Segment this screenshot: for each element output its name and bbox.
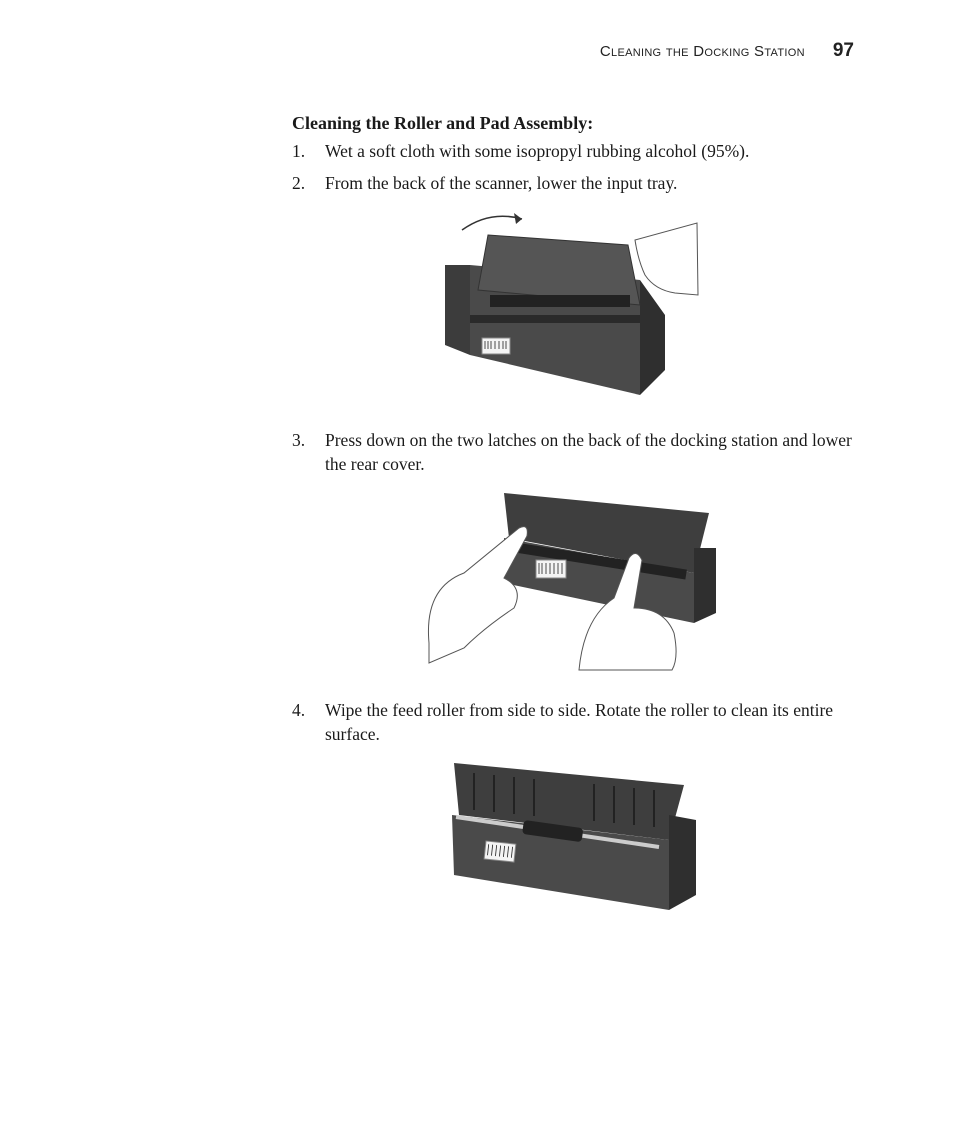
scanner-right-side bbox=[640, 280, 665, 395]
barcode-label bbox=[536, 560, 566, 578]
running-title: Cleaning the Docking Station bbox=[599, 43, 805, 60]
scanner-right-side bbox=[694, 548, 716, 623]
step-text: From the back of the scanner, lower the input tray. bbox=[325, 173, 678, 193]
roller-row bbox=[470, 315, 640, 323]
scanner-left-side bbox=[445, 265, 470, 355]
figure-lower-input-tray bbox=[440, 205, 702, 405]
figure-feed-roller bbox=[444, 755, 699, 917]
step-number: 4. bbox=[292, 700, 306, 720]
step-number: 1. bbox=[292, 141, 306, 161]
arrow-head bbox=[514, 213, 522, 224]
step-4 bbox=[292, 698, 852, 746]
step-text: Wet a soft cloth with some isopropyl rubbing alcohol (95%). bbox=[325, 141, 750, 161]
step-text: Press down on the two latches on the back of the docking station and lower the rear cover. bbox=[325, 430, 852, 474]
step-1 bbox=[292, 139, 852, 163]
hand-illustration bbox=[635, 223, 698, 295]
feed-slot bbox=[490, 295, 630, 307]
step-number: 2. bbox=[292, 173, 306, 193]
figure-press-latches bbox=[424, 488, 719, 673]
page-number: 97 bbox=[832, 40, 854, 61]
left-hand bbox=[428, 527, 527, 663]
scanner-right-side bbox=[669, 815, 696, 910]
running-header bbox=[600, 40, 854, 62]
section-heading: Cleaning the Roller and Pad Assembly: bbox=[292, 113, 594, 133]
arrow-curve bbox=[462, 216, 522, 230]
step-3 bbox=[292, 428, 852, 476]
step-2 bbox=[292, 171, 852, 195]
step-text: Wipe the feed roller from side to side. Rotate the roller to clean its entire surface. bbox=[325, 700, 834, 744]
step-number: 3. bbox=[292, 430, 306, 450]
